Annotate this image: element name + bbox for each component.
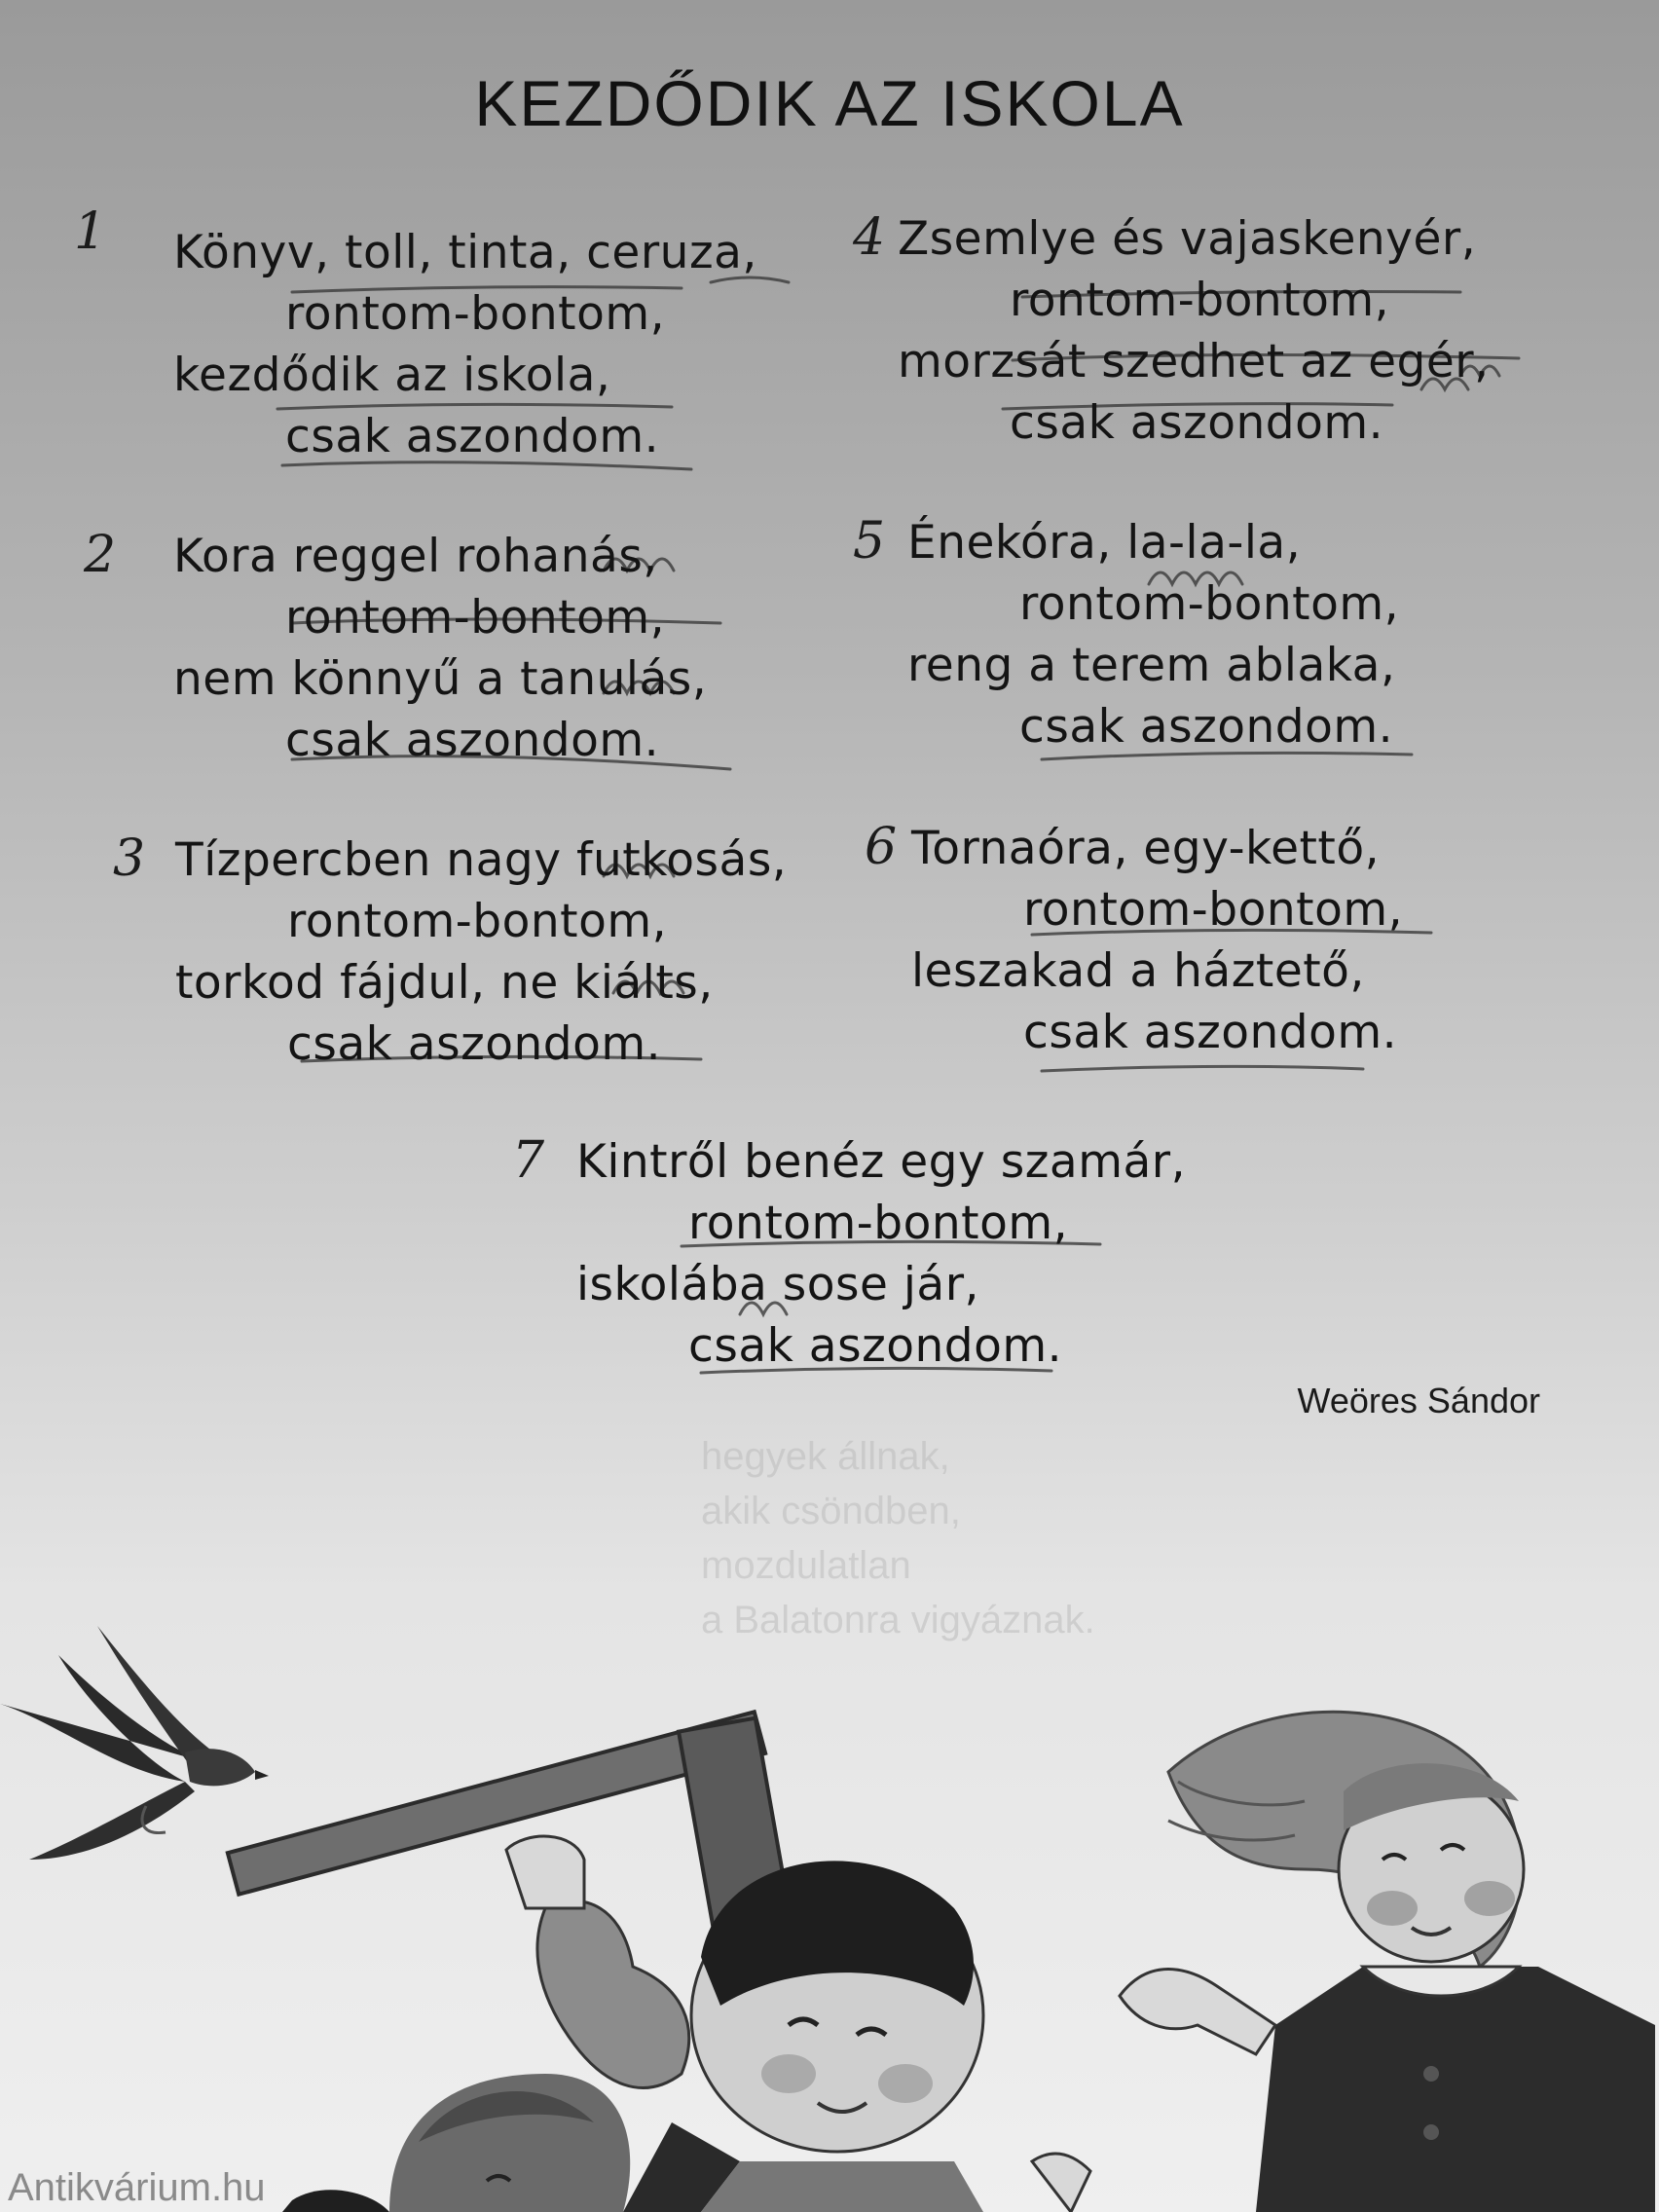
stanza-line: reng a terem ablaka, [907, 639, 1396, 692]
stanza-line: csak aszondom. [1010, 396, 1384, 450]
stanza-6 [911, 818, 1403, 1063]
stanza-line: Könyv, toll, tinta, ceruza, [173, 226, 757, 279]
stanza-line: csak aszondom. [287, 1017, 662, 1071]
stanza-line: Énekóra, la-la-la, [907, 516, 1302, 570]
stanza-number: 3 [113, 830, 146, 888]
stanza-2 [173, 526, 707, 771]
stanza-1 [173, 222, 757, 467]
stanza-line: rontom-bontom, [1019, 577, 1400, 631]
stanza-line: Tízpercben nagy futkosás, [175, 833, 788, 887]
child-illustration [282, 2074, 630, 2212]
stanza-line: csak aszondom. [1023, 1006, 1398, 1059]
stanza-number: 5 [853, 512, 886, 571]
ghost-line: hegyek állnak, [701, 1435, 950, 1478]
stanza-number: 6 [865, 818, 898, 876]
stanza-line: rontom-bontom, [1010, 274, 1390, 327]
stanza-line: Kora reggel rohanás, [173, 530, 658, 583]
stanza-line: rontom-bontom, [287, 895, 668, 948]
stanza-line: csak aszondom. [1019, 700, 1394, 754]
show-through-text [701, 1429, 1095, 1647]
stanza-line: csak aszondom. [688, 1319, 1063, 1373]
swallow-illustration [0, 1626, 269, 1860]
stanza-line: Kintről benéz egy szamár, [576, 1135, 1187, 1189]
stanza-number: 1 [74, 203, 107, 261]
stanza-line: nem könnyű a tanulás, [173, 652, 708, 706]
stanza-4 [898, 208, 1490, 454]
stanza-line: morzsát szedhet az egér, [898, 335, 1490, 388]
stanza-line: iskolába sose jár, [576, 1258, 979, 1311]
stanza-line: torkod fájdul, ne kiálts, [175, 956, 714, 1010]
poem-author: Weöres Sándor [1297, 1381, 1540, 1420]
ghost-line: a Balatonra vigyáznak. [701, 1599, 1095, 1641]
stanza-line: csak aszondom. [285, 410, 660, 463]
illustration [0, 1616, 1659, 2212]
stanza-line: Zsemlye és vajaskenyér, [898, 212, 1477, 266]
stanza-number: 7 [512, 1131, 545, 1190]
stanza-7 [576, 1131, 1186, 1377]
stanza-line: rontom-bontom, [285, 287, 666, 341]
stanza-5 [907, 512, 1399, 757]
stanza-line: leszakad a háztető, [911, 944, 1365, 998]
poem-title: KEZDŐDIK AZ ISKOLA [474, 67, 1185, 139]
stanza-line: rontom-bontom, [1023, 883, 1404, 937]
stanza-line: kezdődik az iskola, [173, 349, 611, 402]
girl-illustration [1120, 1712, 1655, 2212]
stanza-number: 4 [853, 208, 886, 267]
stanza-line: rontom-bontom, [285, 591, 666, 645]
ghost-line: akik csöndben, [701, 1490, 961, 1532]
stanza-line: csak aszondom. [285, 714, 660, 767]
stanza-line: rontom-bontom, [688, 1197, 1069, 1250]
stanza-3 [175, 830, 787, 1075]
watermark: Antikvárium.hu [8, 2166, 266, 2209]
hammer-illustration [228, 1712, 792, 1937]
ghost-line: mozdulatlan [701, 1544, 911, 1587]
stanza-number: 2 [84, 526, 117, 584]
stanza-line: Tornaóra, egy-kettő, [911, 822, 1381, 875]
